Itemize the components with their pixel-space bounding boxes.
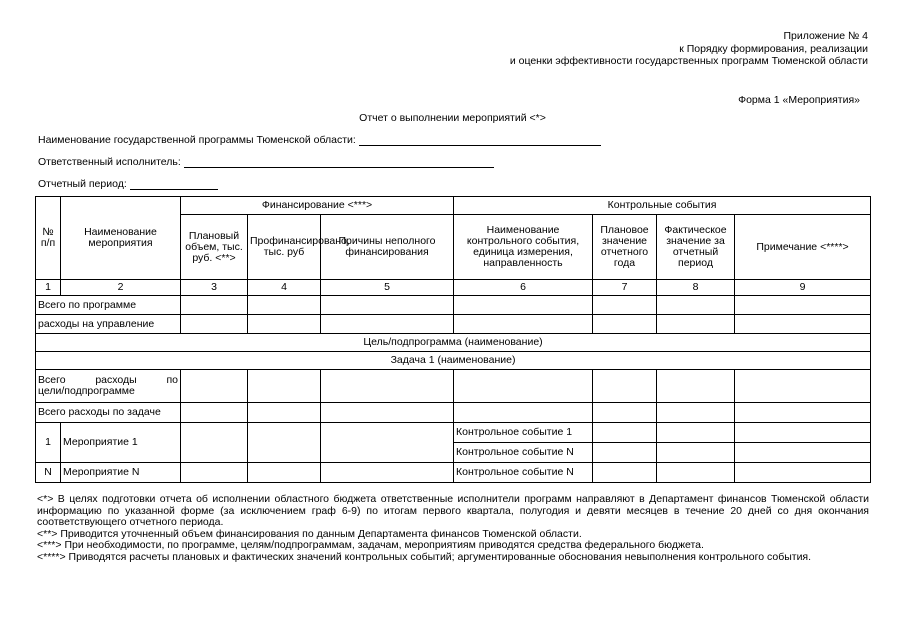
period-blank xyxy=(130,178,218,190)
table-row xyxy=(36,370,871,403)
col-number: 2 xyxy=(61,280,181,296)
control-event-n: Контрольное событие N xyxy=(454,443,593,463)
task-row: Задача 1 (наименование) xyxy=(36,352,871,370)
management-expenses-label: расходы на управление xyxy=(36,315,181,334)
event1-name: Мероприятие 1 xyxy=(61,423,181,463)
program-name-label: Наименование государственной программы Тюменской области: xyxy=(38,134,356,146)
event1-number: 1 xyxy=(36,423,61,463)
header-financed: Профинансировано, тыс. руб xyxy=(248,215,321,280)
header-event-name: Наименование контрольного события, единица измерения, направленность xyxy=(454,215,593,280)
period-field xyxy=(38,178,218,190)
header-planned-volume: Плановый объем, тыс. руб. <**> xyxy=(181,215,248,280)
total-program-label: Всего по программе xyxy=(36,296,181,315)
total-task-label: Всего расходы по задаче xyxy=(36,403,181,423)
total-goal-word: расходы xyxy=(95,374,137,386)
header-num: № п/п xyxy=(36,197,61,280)
header-financing: Финансирование <***> xyxy=(181,197,454,215)
eventN-name: Мероприятие N xyxy=(61,463,181,483)
program-name-field xyxy=(38,134,601,146)
footnote-1: <*> В целях подготовки отчета об исполнении областного бюджета ответственные исполнители программ направляют в Департамент финансов Тюменской области информацию по указанной форме (за исключением граф 6-9) по итогам первого квартала, полугодия и девяти месяцев в течение 20 дней со дня окончания соответствующего отчетного периода. xyxy=(37,493,869,528)
col-number: 7 xyxy=(593,280,657,296)
form-label: Форма 1 «Мероприятия» xyxy=(738,94,860,106)
table-row xyxy=(36,296,871,315)
column-numbers-row xyxy=(36,280,871,296)
total-goal-word: цели/подпрограмме xyxy=(38,385,135,397)
col-number: 6 xyxy=(454,280,593,296)
report-title: Отчет о выполнении мероприятий <*> xyxy=(359,112,546,124)
period-label: Отчетный период: xyxy=(38,178,127,190)
table-row xyxy=(36,463,871,483)
col-number: 8 xyxy=(657,280,735,296)
total-goal-word: Всего xyxy=(38,374,66,386)
appendix-number: Приложение № 4 xyxy=(783,30,868,42)
col-number: 1 xyxy=(36,280,61,296)
goal-row: Цель/подпрограмма (наименование) xyxy=(36,334,871,352)
eventN-number: N xyxy=(36,463,61,483)
total-goal-label xyxy=(36,370,181,403)
footnotes xyxy=(37,494,869,563)
appendix-header xyxy=(510,30,868,68)
col-number: 4 xyxy=(248,280,321,296)
appendix-subtitle-line1: к Порядку формирования, реализации xyxy=(679,42,868,55)
activities-table xyxy=(35,196,871,483)
header-plan-value: Плановое значение отчетного года xyxy=(593,215,657,280)
table-row xyxy=(36,423,871,443)
table-row xyxy=(36,334,871,352)
table-row xyxy=(36,403,871,423)
header-fact-value: Фактическое значение за отчетный период xyxy=(657,215,735,280)
program-name-blank xyxy=(359,134,601,146)
footnote-3: <***> При необходимости, по программе, целям/подпрограммам, задачам, мероприятиям приводятся средства федерального бюджета. xyxy=(37,539,704,551)
table-row xyxy=(36,352,871,370)
footnote-4: <****> Приводятся расчеты плановых и фактических значений контрольных событий; аргументированные обоснования невыполнения контрольного события. xyxy=(37,550,812,563)
col-number: 9 xyxy=(735,280,871,296)
col-number: 3 xyxy=(181,280,248,296)
table-row xyxy=(36,315,871,334)
executor-blank xyxy=(184,156,494,168)
footnote-2: <**> Приводится уточненный объем финансирования по данным Департамента финансов Тюменской области. xyxy=(37,527,582,540)
col-number: 5 xyxy=(321,280,454,296)
header-reasons: Причины неполного финансирования xyxy=(321,215,454,280)
header-name: Наименование мероприятия xyxy=(61,197,181,280)
appendix-subtitle-line2: и оценки эффективности государственных программ Тюменской области xyxy=(509,55,868,67)
header-control-events: Контрольные события xyxy=(454,197,871,215)
executor-field xyxy=(38,156,494,168)
control-event-n-2: Контрольное событие N xyxy=(454,463,593,483)
total-goal-word: по xyxy=(166,374,178,386)
header-note: Примечание <****> xyxy=(735,215,871,280)
executor-label: Ответственный исполнитель: xyxy=(38,156,181,168)
control-event-1: Контрольное событие 1 xyxy=(454,423,593,443)
